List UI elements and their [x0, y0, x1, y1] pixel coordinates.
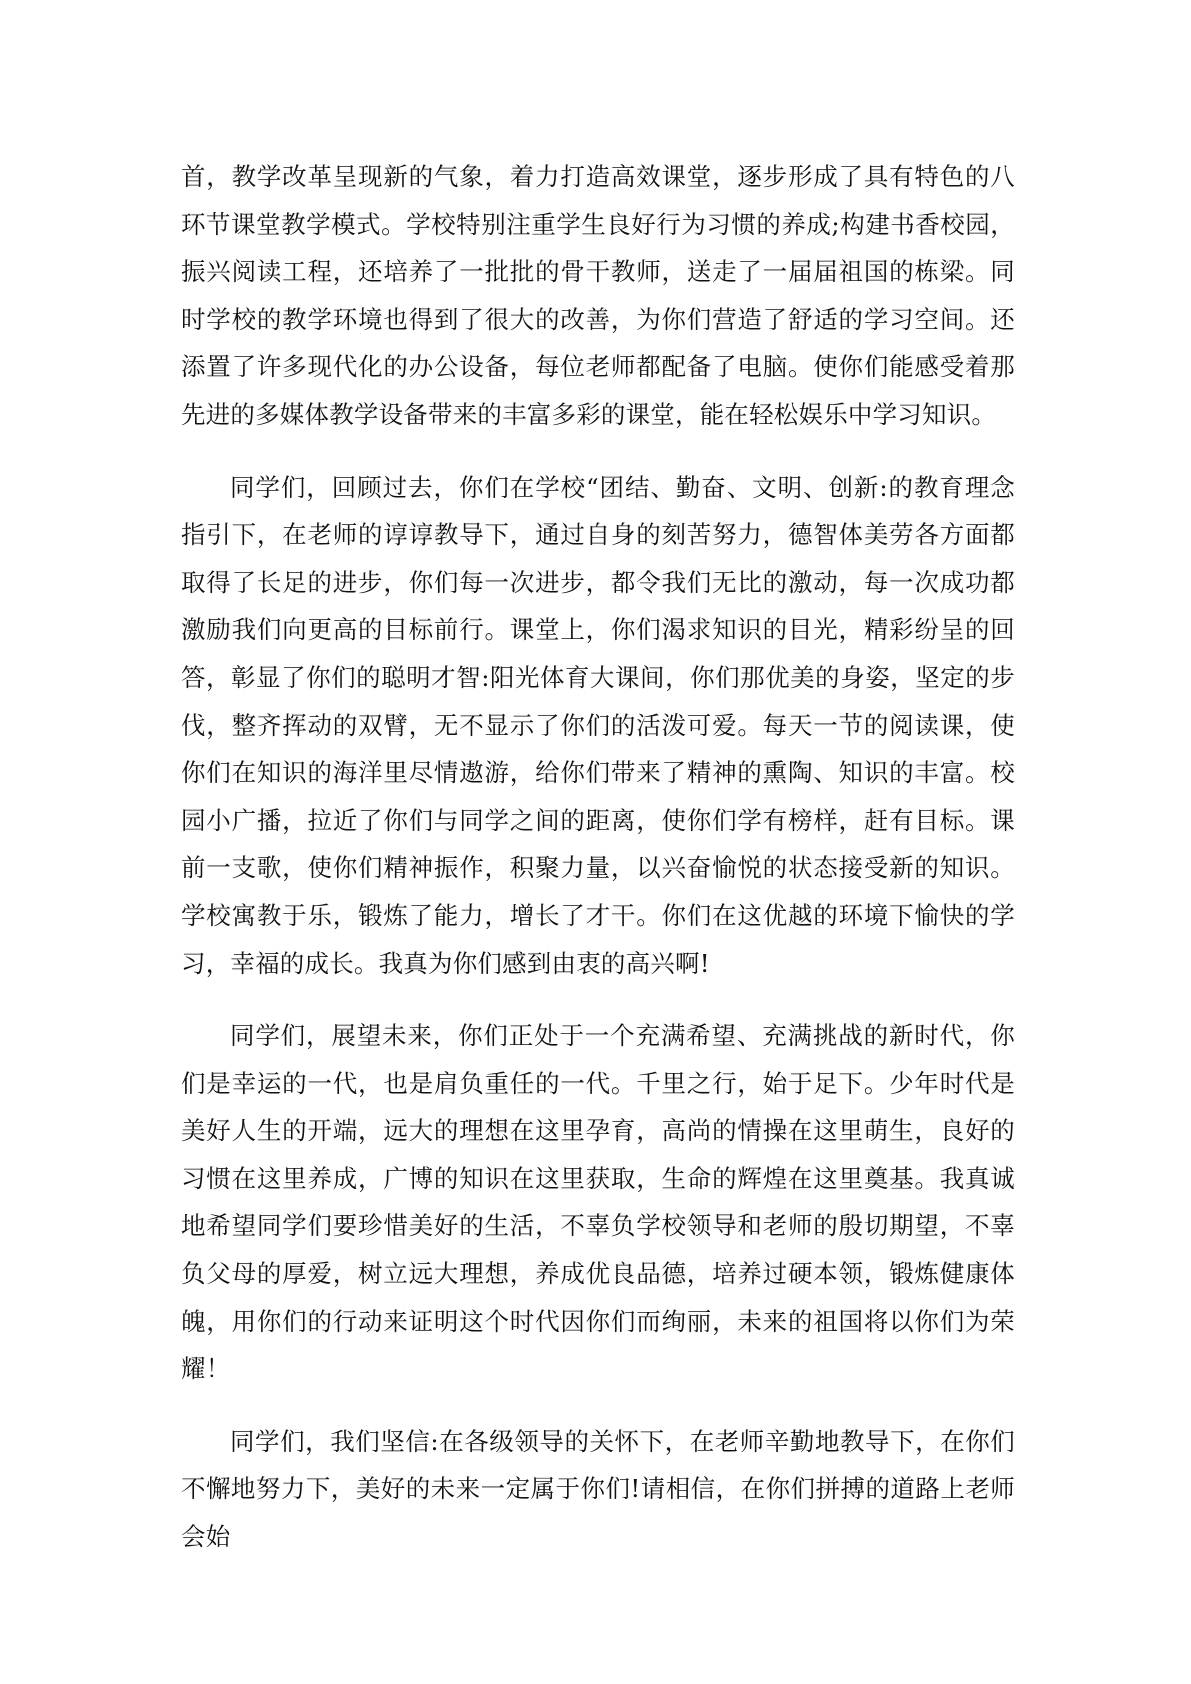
- paragraph-1: 首，教学改革呈现新的气象，着力打造高效课堂，逐步形成了具有特色的八环节课堂教学模式。学校特别注重学生良好行为习惯的养成;构建书香校园，振兴阅读工程，还培养了一批批的骨干教师，送走了一届届祖国的栋梁。同时学校的教学环境也得到了很大的改善，为你们营造了舒适的学习空间。还添置了许多现代化的办公设备，每位老师都配备了电脑。使你们能感受着那先进的多媒体教学设备带来的丰富多彩的课堂，能在轻松娱乐中学习知识。: [181, 162, 1015, 429]
- paragraph-2: 同学们，回顾过去，你们在学校“团结、勤奋、文明、创新:的教育理念指引下，在老师的谆谆教导下，通过自身的刻苦努力，德智体美劳各方面都取得了长足的进步，你们每一次进步，都令我们无比的激动，每一次成功都激励我们向更高的目标前行。课堂上，你们渴求知识的目光，精彩纷呈的回答，彰显了你们的聪明才智:阳光体育大课间，你们那优美的身姿，坚定的步伐，整齐挥动的双臂，无不显示了你们的活泼可爱。每天一节的阅读课，使你们在知识的海洋里尽情遨游，给你们带来了精神的熏陶、知识的丰富。校园小广播，拉近了你们与同学之间的距离，使你们学有榜样，赶有目标。课前一支歌，使你们精神振作，积聚力量，以兴奋愉悦的状态接受新的知识。学校寓教于乐，锻炼了能力，增长了才干。你们在这优越的环境下愉快的学习，幸福的成长。我真为你们感到由衷的高兴啊!: [181, 472, 1015, 978]
- paragraph-3: 同学们，展望未来，你们正处于一个充满希望、充满挑战的新时代，你们是幸运的一代，也是肩负重任的一代。千里之行，始于足下。少年时代是美好人生的开端，远大的理想在这里孕育，高尚的情操在这里萌生，良好的习惯在这里养成，广博的知识在这里获取，生命的辉煌在这里奠基。我真诚地希望同学们要珍惜美好的生活，不辜负学校领导和老师的殷切期望，不辜负父母的厚爱，树立远大理想，养成优良品德，培养过硬本领，锻炼健康体魄，用你们的行动来证明这个时代因你们而绚丽，未来的祖国将以你们为荣耀！: [181, 1021, 1015, 1384]
- paragraph-4: 同学们，我们坚信:在各级领导的关怀下，在老师辛勤地教导下，在你们不懈地努力下，美好的未来一定属于你们!请相信，在你们拼搏的道路上老师会始: [181, 1426, 1015, 1552]
- document-body: [181, 153, 1015, 1561]
